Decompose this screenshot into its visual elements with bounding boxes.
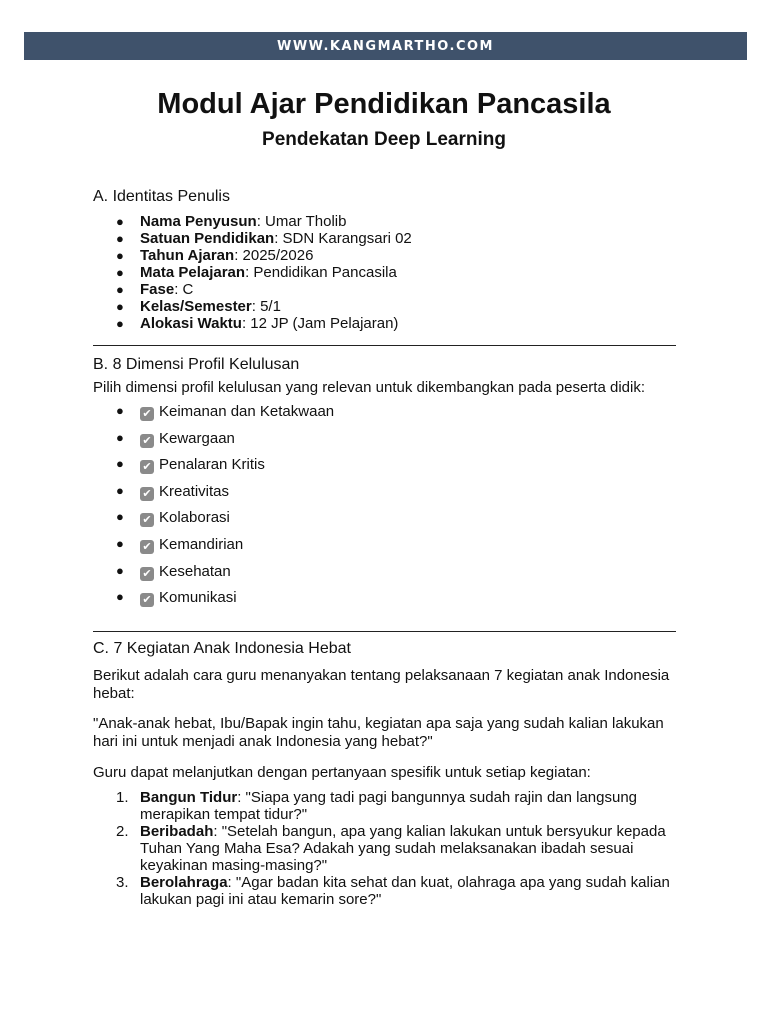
checkbox-checked-icon: ✔ [140,487,154,501]
dimension-label: Kesehatan [159,562,231,580]
dimension-label: Kewargaan [159,429,235,447]
item-number: 1. [116,789,129,806]
section-heading: C. 7 Kegiatan Anak Indonesia Hebat [93,640,351,657]
item-number: 3. [116,874,129,891]
bullet-icon: ● [116,429,124,445]
section-heading: A. Identitas Penulis [93,188,230,205]
bullet-icon: ● [116,482,124,498]
checkbox-checked-icon: ✔ [140,460,154,474]
checkbox-checked-icon: ✔ [140,513,154,527]
item-label: Bangun Tidur [140,789,238,806]
dimension-label: Kolaborasi [159,509,230,527]
list-item [93,562,676,589]
list-item [93,315,676,332]
item-text: : "Agar badan kita sehat dan kuat, olahraga apa yang sudah kalian lakukan pagi ini atau kemarin sore?" [140,874,670,908]
item-text: : "Setelah bangun, apa yang kalian lakukan untuk bersyukur kepada Tuhan Yang Maha Esa? Adakah yang sudah melaksanakan ibadah sesuai keyakinan masing-masing?" [140,823,666,874]
item-label: Tahun Ajaran [140,247,235,264]
bullet-icon: ● [116,299,124,314]
section-intro: Berikut adalah cara guru menanyakan tentang pelaksanaan 7 kegiatan anak Indonesia hebat: [93,667,670,702]
item-value: : C [174,281,194,298]
site-url: WWW.KANGMARTHO.COM [277,38,494,54]
bullet-icon: ● [116,282,124,297]
item-value: : 12 JP (Jam Pelajaran) [241,315,399,332]
list-item [93,789,676,823]
list-item [93,874,676,908]
item-label: Fase [140,281,175,298]
item-text: : "Siapa yang tadi pagi bangunnya sudah rajin dan langsung merapikan tempat tidur?" [140,789,638,823]
dimension-label: Keimanan dan Ketakwaan [159,403,335,420]
section-lead: Guru dapat melanjutkan dengan pertanyaan spesifik untuk setiap kegiatan: [93,764,591,781]
list-item [93,264,676,281]
list-item [93,298,676,315]
bullet-icon: ● [116,589,124,605]
item-label: Alokasi Waktu [140,315,242,332]
list-item [93,429,676,456]
bullet-icon: ● [116,231,124,246]
checkbox-checked-icon: ✔ [140,434,154,448]
item-value: : Pendidikan Pancasila [245,264,397,281]
document-title: Modul Ajar Pendidikan Pancasila [157,88,611,120]
section-identitas [93,188,676,332]
dimension-label: Kreativitas [159,482,230,500]
bullet-icon: ● [116,562,124,578]
list-item [93,213,676,230]
activity-list [93,789,676,908]
dimension-label: Kemandirian [159,535,244,553]
item-value: : SDN Karangsari 02 [274,230,412,247]
identity-list [93,213,676,332]
checkbox-checked-icon: ✔ [140,593,154,607]
item-value: : Umar Tholib [256,213,347,230]
item-label: Beribadah [140,823,214,840]
list-item [93,230,676,247]
list-item [93,247,676,264]
teacher-quote: "Anak-anak hebat, Ibu/Bapak ingin tahu, kegiatan apa saja yang sudah kalian lakukan hari ini untuk menjadi anak Indonesia yang hebat?" [93,715,664,750]
bullet-icon: ● [116,509,124,525]
dimension-list [93,402,676,615]
site-banner [24,32,747,60]
list-item [93,281,676,298]
item-label: Kelas/Semester [140,298,252,315]
bullet-icon: ● [116,248,124,263]
item-value: : 2025/2026 [234,247,314,264]
item-number: 2. [116,823,129,840]
section-divider [93,345,676,346]
section-divider [93,631,676,632]
list-item [93,455,676,482]
bullet-icon: ● [116,456,124,472]
list-item [93,508,676,535]
document-subtitle: Pendekatan Deep Learning [262,129,506,150]
section-heading: B. 8 Dimensi Profil Kelulusan [93,356,300,373]
checkbox-checked-icon: ✔ [140,407,154,421]
bullet-icon: ● [116,265,124,280]
list-item [93,482,676,509]
item-value: : 5/1 [251,298,281,315]
dimension-label: Penalaran Kritis [159,456,265,474]
list-item [93,823,676,874]
list-item [93,535,676,562]
checkbox-checked-icon: ✔ [140,540,154,554]
bullet-icon: ● [116,316,124,331]
bullet-icon: ● [116,535,124,551]
item-label: Mata Pelajaran [140,264,246,281]
bullet-icon: ● [116,214,124,229]
item-label: Berolahraga [140,874,228,891]
section-intro: Pilih dimensi profil kelulusan yang relevan untuk dikembangkan pada peserta didik: [93,379,645,396]
list-item [93,588,676,615]
bullet-icon: ● [116,403,124,418]
section-dimensi [93,356,676,615]
item-label: Nama Penyusun [140,213,257,230]
list-item [93,402,676,429]
dimension-label: Komunikasi [159,589,237,607]
checkbox-checked-icon: ✔ [140,567,154,581]
section-kegiatan [93,640,676,908]
item-label: Satuan Pendidikan [140,230,275,247]
